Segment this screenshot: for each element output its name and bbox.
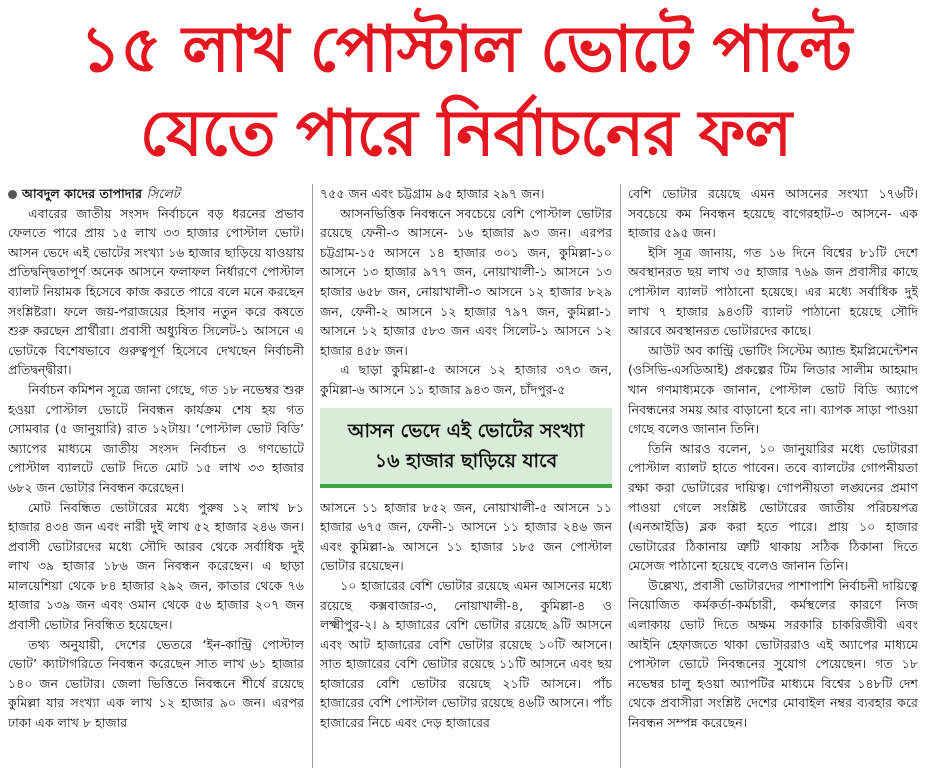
column-divider: [620, 184, 621, 768]
paragraph: উল্লেখ্য, প্রবাসী ভোটারদের পাশাপাশি নির্বাচনী দায়িত্বে নিয়োজিত কর্মকর্তা-কর্মচারী, কর্মস্থলের কারণে নিজ এলাকায় ভোট দিতে অক্ষম সরকারি চাকরিজীবী এবং আইনি হেফাজতে থাকা ভোটাররাও এই অ্যাপের মাধ্যমে পোস্টাল ভোটে নিবন্ধনের সুযোগ পেয়েছেন। গত ১৮ নভেম্বর চালু হওয়া অ্যাপটির মাধ্যমে বিশ্বের ১৪৮টি দেশ থেকে প্রবাসীরা সংশ্লিষ্ট দেশের মোবাইল নম্বর ব্যবহার করে নিবন্ধন সম্পন্ন করেছেন।: [628, 577, 918, 731]
headline: [0, 8, 931, 176]
paragraph: তিনি আরও বলেন, ১০ জানুয়ারির মধ্যে ভোটাররা পোস্টাল ব্যালট হাতে পাবেন। তবে ব্যালটের গোপনীয়তা রক্ষা করা ভোটারের দায়িত্ব। গোপনীয়তা লঙ্ঘনের প্রমাণ পাওয়া গেলে সংশ্লিষ্ট ভোটারের জাতীয় পরিচয়পত্র (এনআইডি) ব্লক করা হতে পারে। প্রায় ১০ হাজার ভোটারের ঠিকানায় ত্রুটি থাকায় সঠিক ঠিকানা দিতে মেসেজ পাঠানো হয়েছে বলেও জানান তিনি।: [628, 440, 918, 574]
column-3: [628, 184, 918, 768]
pull-quote-line-1: আসন ভেদে এই ভোটের সংখ্যা: [347, 419, 585, 442]
paragraph: মোট নিবন্ধিত ভোটারের মধ্যে পুরুষ ১২ লাখ ৮১ হাজার ৪৩৪ জন এবং নারী দুই লাখ ৫২ হাজার ২৪৬ জন। প্রবাসী ভোটারদের মধ্যে সৌদি আরব থেকে সর্বাধিক দুই লাখ ৩৯ হাজার ১৮৬ জন নিবন্ধন করেছেন। এ ছাড়া মালয়েশিয়া থেকে ৮৪ হাজার ২৯২ জন, কাতার থেকে ৭৬ হাজার ১৩৯ জন এবং ওমান থেকে ৫৬ হাজার ২০৭ জন প্রবাসী ভোটার নিবন্ধিত হয়েছেন।: [8, 499, 304, 633]
paragraph: এ ছাড়া কুমিল্লা-৫ আসনে ১২ হাজার ৩৭৩ জন, কুমিল্লা-৬ আসনে ১১ হাজার ৯৪৩ জন, চাঁদপুর-৫: [320, 362, 612, 397]
paragraph: আসনভিত্তিক নিবন্ধনে সবচেয়ে বেশি পোস্টাল ভোটার রয়েছে ফেনী-৩ আসনে- ১৬ হাজার ৯৩ জন। এরপর চট্টগ্রাম-১৫ আসনে ১৪ হাজার ৩০১ জন, কুমিল্লা-১০ আসনে ১৩ হাজার ৯৭৭ জন, নোয়াখালী-১ আসনে ১৩ হাজার ৬৫৮ জন, নোয়াখালী-৩ আসনে ১২ হাজার ৮২৯ জন, ফেনী-২ আসনে ১২ হাজার ৭৯৭ জন, কুমিল্লা-১ আসনে ১২ হাজার ৫৮৩ জন এবং সিলেট-১ আসনে ১২ হাজার ৪৫৮ জন।: [320, 205, 612, 358]
bullet-icon: [8, 190, 17, 199]
paragraph: এবারের জাতীয় সংসদ নির্বাচনে বড় ধরনের প্রভাব ফেলতে পারে প্রায় ১৫ লাখ ৩৩ হাজার পোস্টাল ভোট। আসন ভেদে এই ভোটের সংখ্যা ১৬ হাজার ছাড়িয়ে যাওয়ায় প্রতিদ্বন্দ্বিতাপূর্ণ অনেক আসনে ফলাফল নির্ধারণে পোস্টাল ব্যালট নিয়ামক হিসেবে কাজ করতে পারে বলে মনে করছেন সংশ্লিষ্টরা। ফলে জয়-পরাজয়ের হিসাব নতুন করে কষতে শুরু করছেন প্রার্থীরা। প্রবাসী অধ্যুষিত সিলেট-১ আসনে এ ভোটকে বিশেষভাবে গুরুত্বপূর্ণ হিসেবে দেখছেন নির্বাচনী প্রতিদ্বন্দ্বীরা।: [8, 205, 304, 378]
article-body: [8, 184, 918, 768]
paragraph: আউট অব কান্ট্রি ভোটিং সিস্টেম অ্যান্ড ইমপ্লিমেন্টেশন (ওসিভি-এসডিআই) প্রকল্পের টিম লিডার সালীম আহমাদ খান গণমাধ্যমকে জানান, পোস্টাল ভোট বিডি অ্যাপে নিবন্ধনের সময় আর বাড়ানো হবে না। ব্যাপক সাড়া পাওয়া গেছে বলেও জানান তিনি।: [628, 342, 918, 437]
paragraph: ১০ হাজারের বেশি ভোটার রয়েছে এমন আসনের মধ্যে রয়েছে কক্সবাজার-৩, নোয়াখালী-৪, কুমিল্লা-৪ ও লক্ষ্মীপুর-২। ৯ হাজারের বেশি ভোটার রয়েছে ৯টি আসনে এবং আট হাজারের বেশি ভোটার রয়েছে ১০টি আসনে। সাত হাজারের বেশি ভোটার রয়েছে ১১টি আসনে এবং ছয় হাজারের বেশি ভোটার রয়েছে ২১টি আসনে। পাঁচ হাজারের বেশি পোস্টাল ভোটার রয়েছে ৪৬টি আসনে। পাঁচ হাজারের নিচে এবং দেড় হাজারের: [320, 577, 612, 731]
paragraph: বেশি ভোটার রয়েছে এমন আসনের সংখ্যা ১৭৬টি। সবচেয়ে কম নিবন্ধন হয়েছে বাগেরহাট-৩ আসনে- এক হাজার ৫৯৫ জন।: [628, 186, 918, 241]
paragraph: তথ্য অনুযায়ী, দেশের ভেতরে ‘ইন-কান্ট্রি পোস্টাল ভোট’ ক্যাটাগরিতে নিবন্ধন করেছেন সাত লাখ ৬১ হাজার ১৪০ জন ভোটার। জেলা ভিত্তিতে নিবন্ধনে শীর্ষে রয়েছে কুমিল্লা যার সংখ্যা এক লাখ ১২ হাজার ৯০ জন। এরপর ঢাকা এক লাখ ৮ হাজার: [8, 636, 304, 731]
byline: [8, 184, 304, 204]
byline-author: আবদুল কাদের তাপাদার: [22, 186, 143, 201]
headline-line-2: যেতে পারে নির্বাচনের ফল: [139, 97, 792, 171]
column-1: [8, 184, 304, 768]
paragraph: ৭৫৫ জন এবং চট্টগ্রাম ৯৫ হাজার ২৯৭ জন।: [320, 186, 545, 201]
pull-quote-line-2: ১৬ হাজার ছাড়িয়ে যাবে: [374, 449, 558, 472]
byline-location: সিলেট: [146, 186, 180, 201]
pull-quote: [320, 408, 612, 488]
column-divider: [312, 184, 313, 768]
column-2: [320, 184, 612, 768]
paragraph: আসনে ১১ হাজার ৮৫২ জন, নোয়াখালী-৫ আসনে ১১ হাজার ৬৭৫ জন, ফেনী-১ আসনে ১১ হাজার ২৪৬ জন এবং কুমিল্লা-৯ আসনে ১১ হাজার ১৮৫ জন পোস্টাল ভোটার রয়েছেন।: [320, 499, 612, 574]
paragraph: ইসি সূত্র জানায়, গত ১৬ দিনে বিশ্বের ৮১টি দেশে অবস্থানরত ছয় লাখ ৩৫ হাজার ৭৬৯ জন প্রবাসীর কাছে পোস্টাল ব্যালট পাঠানো হয়েছে। এর মধ্যে সর্বাধিক দুই লাখ ৭ হাজার ৯৪৩টি ব্যালট পাঠানো হয়েছে সৌদি আরবে অবস্থানরত ভোটারদের কাছে।: [628, 244, 918, 339]
paragraph: নির্বাচন কমিশন সূত্রে জানা গেছে, গত ১৮ নভেম্বর শুরু হওয়া পোস্টাল ভোটে নিবন্ধন কার্যক্রম শেষ হয় গত সোমবার (৫ জানুয়ারি) রাত ১২টায়। ‘পোস্টাল ভোট বিডি’ অ্যাপের মাধ্যমে জাতীয় সংসদ নির্বাচন ও গণভোটে পোস্টাল ব্যালটে ভোট দিতে মোট ১৫ লাখ ৩৩ হাজার ৬৮২ জন ভোটার নিবন্ধন করেছেন।: [8, 381, 304, 495]
headline-line-1: ১৫ লাখ পোস্টাল ভোটে পাল্টে: [79, 13, 852, 87]
